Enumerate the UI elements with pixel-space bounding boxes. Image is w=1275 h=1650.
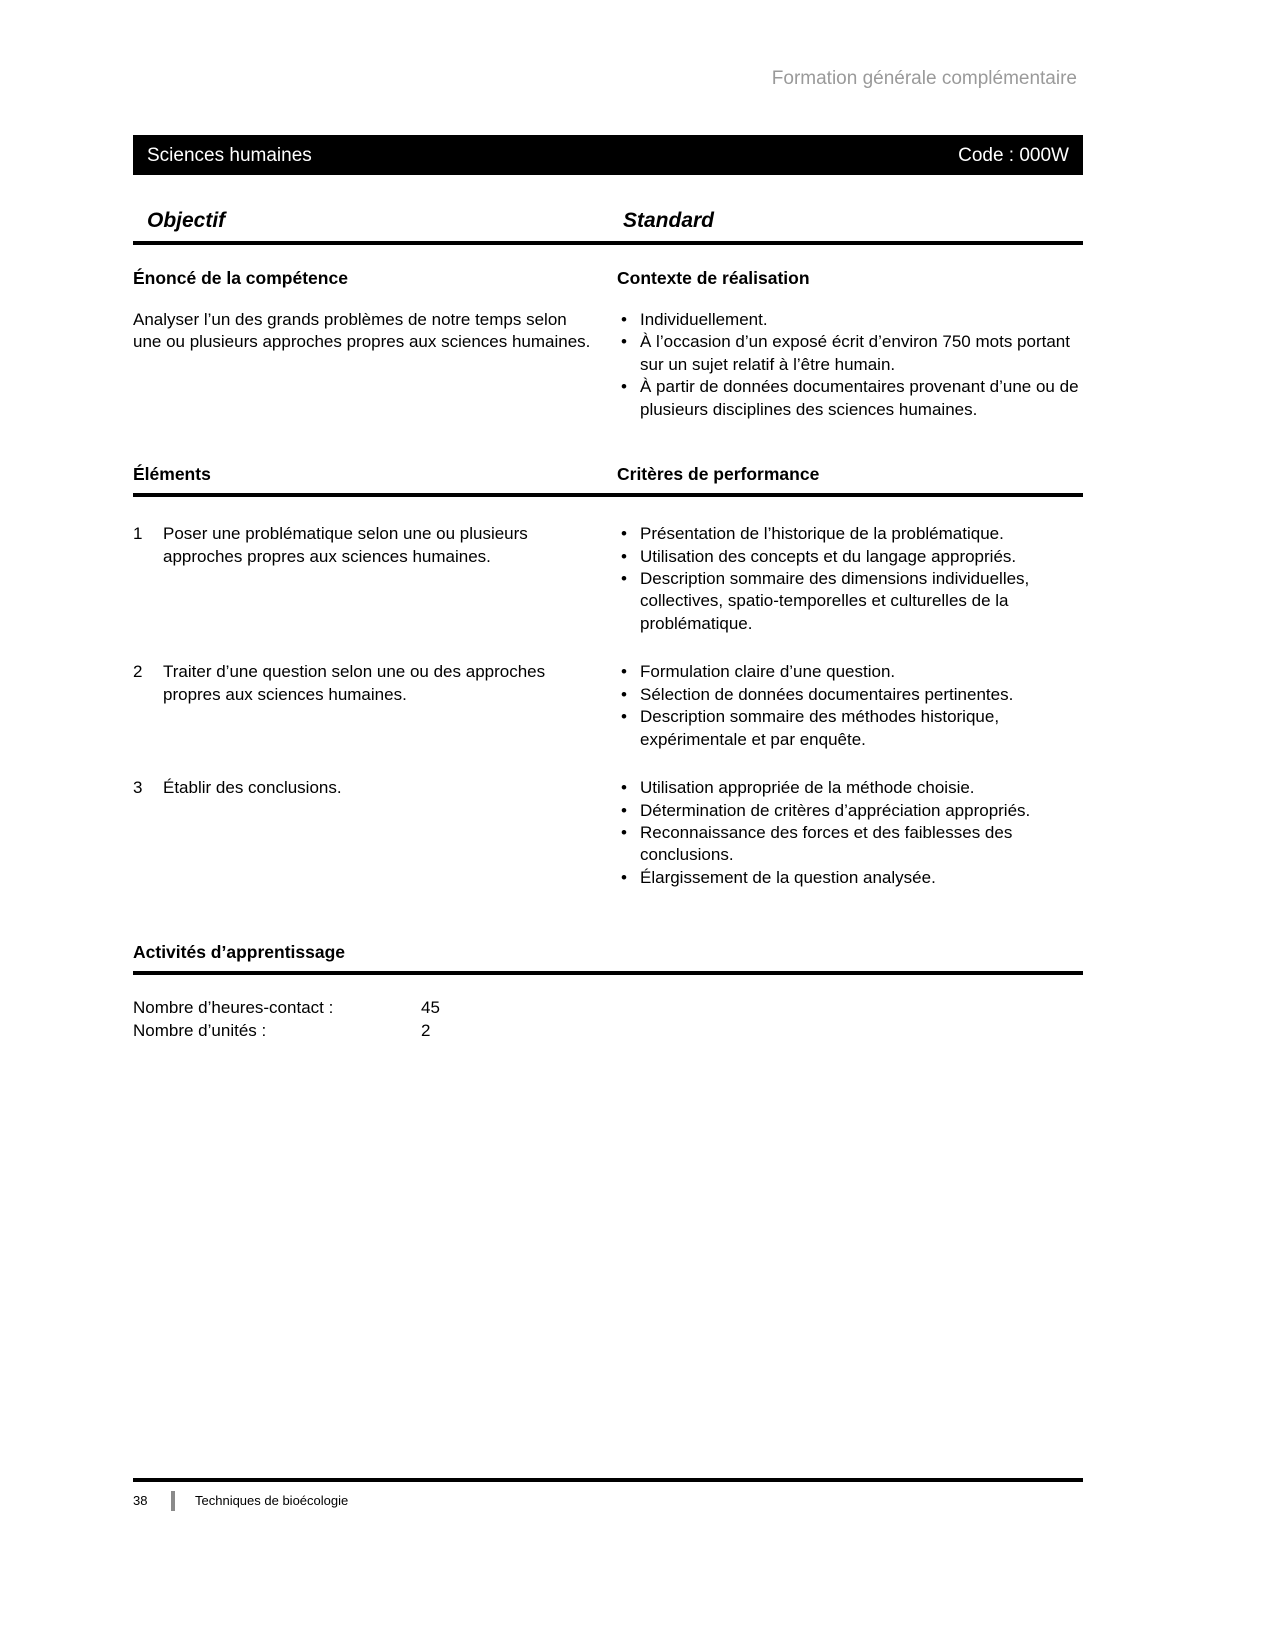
- units-row: [133, 1020, 1083, 1042]
- critere-bullet: • Détermination de critères d’appréciation appropriés.: [617, 800, 1083, 822]
- elements-heading: Éléments: [133, 464, 211, 485]
- title-bar: [133, 135, 1083, 175]
- page-number: 38: [133, 1493, 148, 1509]
- element-item: [133, 523, 593, 635]
- element-item: [133, 661, 593, 751]
- column-gap: [593, 661, 617, 751]
- activites-header: [133, 941, 1083, 975]
- element-number: 2: [133, 662, 143, 682]
- element-text: Traiter d’une question selon une ou des approches propres aux sciences humaines.: [163, 662, 546, 704]
- column-gap: [593, 267, 617, 421]
- critere-bullet: • Description sommaire des méthodes historique, expérimentale et par enquête.: [617, 706, 1083, 751]
- footer-divider: [171, 1491, 175, 1511]
- element-text: Poser une problématique selon une ou plusieurs approches propres aux sciences humaines.: [163, 524, 528, 566]
- criteres-group-2: [617, 661, 1083, 751]
- element-number: 1: [133, 524, 143, 544]
- column-gap: [593, 523, 617, 635]
- objectif-standard-header: [133, 207, 1083, 245]
- contexte-bullet: • Individuellement.: [617, 309, 1083, 331]
- units-value: 2: [421, 1020, 431, 1040]
- criteres-group-1: [617, 523, 1083, 635]
- standard-heading: Standard: [623, 209, 715, 233]
- hours-contact-label: Nombre d’heures-contact :: [133, 998, 334, 1018]
- element-number: 3: [133, 778, 143, 798]
- hours-contact-row: [133, 997, 1083, 1019]
- enonce-column: [133, 267, 593, 421]
- enonce-heading: Énoncé de la compétence: [133, 267, 348, 288]
- hours-contact-value: 45: [421, 998, 440, 1018]
- critere-bullet: • Utilisation appropriée de la méthode choisie.: [617, 777, 1083, 799]
- contexte-column: [617, 267, 1083, 421]
- activites-heading: Activités d’apprentissage: [133, 942, 346, 963]
- hours-block: [133, 997, 1083, 1042]
- element-row-3: [133, 777, 1083, 889]
- competence-context-section: [133, 267, 1083, 421]
- criteres-group-3: [617, 777, 1083, 889]
- critere-bullet: • Formulation claire d’une question.: [617, 661, 1083, 683]
- contexte-heading: Contexte de réalisation: [617, 267, 810, 288]
- running-header: Formation générale complémentaire: [771, 68, 1077, 89]
- critere-bullet: • Utilisation des concepts et du langage appropriés.: [617, 546, 1083, 568]
- page-footer: [133, 1491, 1083, 1511]
- element-row-2: [133, 661, 1083, 751]
- page-content: [133, 0, 1083, 1042]
- element-item: [133, 777, 593, 889]
- criteres-bullet-list: [617, 523, 1083, 635]
- critere-bullet: • Présentation de l’historique de la problématique.: [617, 523, 1083, 545]
- criteres-bullet-list: [617, 661, 1083, 751]
- footer-rule: [133, 1478, 1083, 1482]
- subject-title: Sciences humaines: [147, 144, 312, 166]
- units-label: Nombre d’unités :: [133, 1020, 267, 1040]
- contexte-bullet: • À l’occasion d’un exposé écrit d’environ 750 mots portant sur un sujet relatif à l’être humain.: [617, 331, 1083, 376]
- course-code: Code : 000W: [958, 144, 1069, 166]
- column-gap: [593, 777, 617, 889]
- enonce-text: Analyser l’un des grands problèmes de notre temps selon une ou plusieurs approches propres aux sciences humaines.: [133, 309, 591, 352]
- criteres-heading: Critères de performance: [617, 464, 820, 485]
- element-row-1: [133, 523, 1083, 635]
- program-name: Techniques de bioécologie: [195, 1493, 349, 1509]
- objectif-heading: Objectif: [147, 209, 226, 233]
- critere-bullet: • Reconnaissance des forces et des faiblesses des conclusions.: [617, 822, 1083, 867]
- elements-criteres-header: [133, 463, 1083, 497]
- critere-bullet: • Sélection de données documentaires pertinentes.: [617, 684, 1083, 706]
- critere-bullet: • Élargissement de la question analysée.: [617, 867, 1083, 889]
- critere-bullet: • Description sommaire des dimensions individuelles, collectives, spatio-temporelles et culturelles de la problématique.: [617, 568, 1083, 635]
- element-text: Établir des conclusions.: [163, 778, 342, 798]
- criteres-bullet-list: [617, 777, 1083, 889]
- contexte-bullet-list: [617, 309, 1083, 421]
- contexte-bullet: • À partir de données documentaires provenant d’une ou de plusieurs disciplines des sciences humaines.: [617, 376, 1083, 421]
